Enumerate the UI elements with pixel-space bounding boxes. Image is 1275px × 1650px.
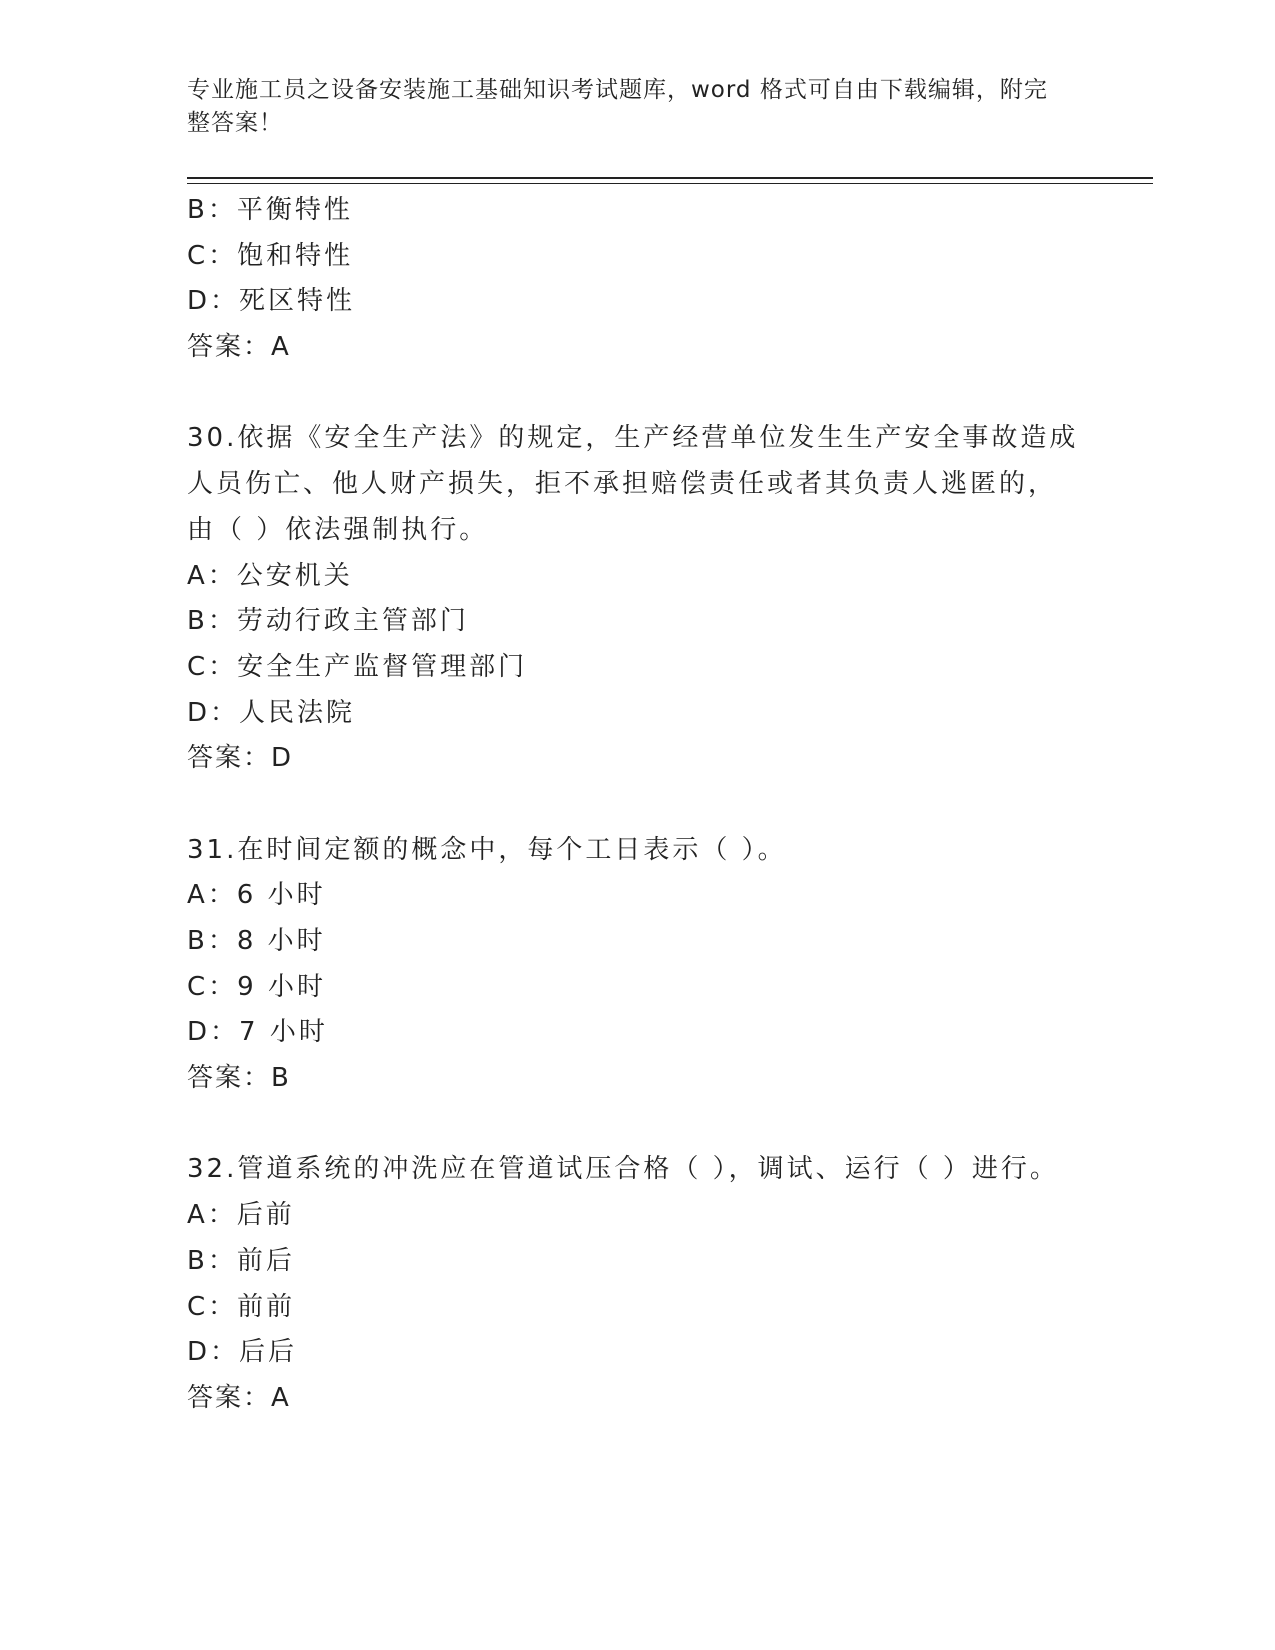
- answer-value: D: [271, 743, 293, 774]
- question-text-line: 由（ ）依法强制执行。: [187, 514, 489, 545]
- carryover-block: [187, 188, 1087, 371]
- option-c: C：9 小时: [187, 971, 326, 1002]
- question-31: [187, 828, 1087, 1102]
- answer-value: A: [271, 332, 290, 363]
- question-text-line: 人员伤亡、他人财产损失，拒不承担赔偿责任或者其负责人逃匿的，: [187, 469, 1058, 500]
- answer-value: B: [271, 1063, 290, 1094]
- question-30: [187, 416, 1087, 782]
- option-a: A：公安机关: [187, 560, 353, 591]
- option-d: D：后后: [187, 1337, 298, 1368]
- option-d: D：死区特性: [187, 286, 356, 317]
- question-content: [187, 188, 1087, 1422]
- answer-value: A: [271, 1382, 290, 1413]
- spacer: [187, 1102, 1087, 1148]
- option-c: C：饱和特性: [187, 240, 354, 271]
- question-text-line: 31.在时间定额的概念中，每个工日表示（ ）。: [187, 834, 787, 865]
- option-b: B：前后: [187, 1245, 295, 1276]
- header-divider-thick: [187, 177, 1153, 179]
- header-line-2: 整答案！: [187, 110, 283, 136]
- option-c: C：前前: [187, 1291, 296, 1322]
- header-line-1: 专业施工员之设备安装施工基础知识考试题库，word 格式可自由下载编辑，附完: [187, 77, 1048, 103]
- option-d: D：人民法院: [187, 697, 356, 728]
- answer-label: 答案：: [187, 332, 272, 363]
- option-c: C：安全生产监督管理部门: [187, 651, 528, 682]
- option-a: A：6 小时: [187, 880, 326, 911]
- answer-line: [187, 736, 1087, 782]
- question-text-line: 30.依据《安全生产法》的规定，生产经营单位发生生产安全事故造成: [187, 423, 1079, 454]
- answer-line: [187, 1376, 1087, 1422]
- option-b: B：平衡特性: [187, 195, 353, 225]
- answer-line: [187, 325, 1087, 371]
- option-b: B：劳动行政主管部门: [187, 606, 469, 637]
- header-divider-thin: [187, 183, 1153, 184]
- option-d: D：7 小时: [187, 1017, 328, 1048]
- answer-line: [187, 1056, 1087, 1102]
- answer-label: 答案：: [187, 743, 272, 774]
- answer-label: 答案：: [187, 1382, 272, 1413]
- question-text-line: 32.管道系统的冲洗应在管道试压合格（ ），调试、运行（ ）进行。: [187, 1154, 1059, 1185]
- answer-label: 答案：: [187, 1063, 272, 1094]
- spacer: [187, 371, 1087, 417]
- spacer: [187, 782, 1087, 828]
- option-b: B：8 小时: [187, 926, 326, 956]
- question-32: [187, 1147, 1087, 1421]
- document-header: [187, 74, 1087, 140]
- option-a: A：后前: [187, 1200, 295, 1231]
